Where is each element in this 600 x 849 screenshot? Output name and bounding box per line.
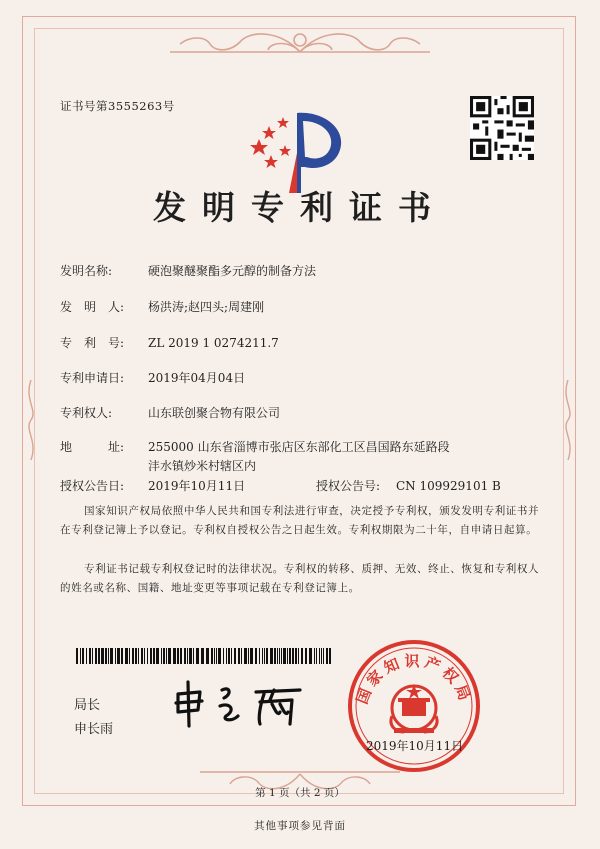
- top-ornament: [150, 22, 450, 60]
- official-seal: [344, 636, 484, 776]
- left-ornament: [24, 380, 38, 460]
- barcode: [76, 648, 334, 664]
- field-label: 专利权人:: [60, 406, 113, 420]
- field-patent-number: [60, 334, 279, 351]
- page-number: 第 1 页（共 2 页）: [255, 787, 345, 799]
- seal-date: 2019年10月11日: [366, 739, 464, 753]
- footer-note: 其他事项参见背面: [254, 820, 346, 832]
- director-name: 申长雨: [74, 722, 114, 737]
- field-value: 硬泡聚醚聚酯多元醇的制备方法: [148, 264, 317, 278]
- field-value: ZL 2019 1 0274211.7: [148, 336, 279, 350]
- field-label: 专利申请日:: [60, 371, 125, 385]
- director-signature: [160, 672, 320, 732]
- field-grant-date: [60, 477, 501, 494]
- field-filing-date: [60, 369, 245, 386]
- field-value: 2019年04月04日: [148, 371, 246, 385]
- director-title: 局长: [74, 698, 101, 713]
- field-value: 杨洪涛;赵四头;周建刚: [148, 300, 265, 314]
- field-label: 地 址:: [60, 440, 125, 454]
- seal-text: 国家知识产权局: [352, 652, 476, 707]
- paragraph-legal-status: 专利证书记载专利权登记时的法律状况。专利权的转移、质押、无效、终止、恢复和专利权人的姓名或名称、国籍、地址变更等事项记载在专利登记簿上。: [60, 563, 540, 594]
- qr-code: [470, 96, 534, 160]
- field-address: [60, 438, 450, 455]
- field-value: 山东联创聚合物有限公司: [148, 406, 281, 420]
- field-label: 授权公告日:: [60, 479, 125, 493]
- field-invention-name: [60, 262, 316, 279]
- field-patentee: [60, 404, 280, 421]
- document-title: 发明专利证书: [153, 188, 447, 227]
- field-inventors: [60, 298, 264, 315]
- field-label: 专 利 号:: [60, 336, 125, 350]
- address-line-2: 沣水镇炒米村辖区内: [148, 459, 257, 473]
- paragraph-grant: 国家知识产权局依照中华人民共和国专利法进行审查，决定授予专利权，颁发发明专利证书并在专利登记簿上予以登记。专利权自授权公告之日起生效。专利权期限为二十年，自申请日起算。: [60, 505, 540, 536]
- field-label: 发 明 人:: [60, 300, 125, 314]
- field-value: 2019年10月11日: [148, 479, 246, 493]
- right-ornament: [561, 380, 575, 460]
- field-value: CN 109929101 B: [396, 479, 501, 493]
- field-label: 发明名称:: [60, 264, 113, 278]
- certificate-number: 证书号第3555263号: [60, 99, 175, 113]
- field-label: 授权公告号:: [316, 479, 381, 493]
- field-value: 255000 山东省淄博市张店区东部化工区昌国路东延路段: [148, 440, 450, 454]
